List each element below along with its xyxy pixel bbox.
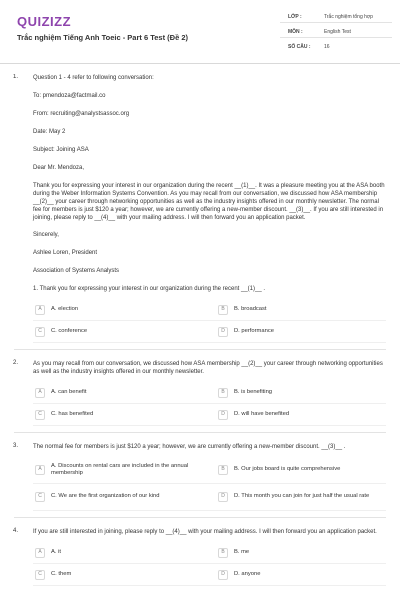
quiz-content bbox=[0, 74, 400, 600]
option-d[interactable] bbox=[216, 404, 386, 426]
option-text: B. Our jobs board is quite comprehensive bbox=[234, 466, 341, 473]
options-grid bbox=[33, 457, 386, 511]
meta-label: SỐ CÂU : bbox=[288, 44, 311, 50]
option-letter: C bbox=[35, 410, 45, 420]
option-a[interactable] bbox=[33, 542, 216, 564]
question-text: If you are still interested in joining, please reply to __(4)__ with your mailing address. I will then forward you an application packet. bbox=[33, 529, 377, 535]
question-3 bbox=[0, 443, 400, 511]
option-b[interactable] bbox=[216, 382, 386, 404]
meta-label: LỚP : bbox=[288, 14, 302, 20]
option-d[interactable] bbox=[216, 484, 386, 511]
options-grid bbox=[33, 382, 386, 426]
page-title: Trắc nghiệm Tiếng Anh Toeic - Part 6 Test (Đề 2) bbox=[17, 33, 189, 42]
option-text: A. Discounts on rental cars are included in the annual membership bbox=[51, 462, 189, 476]
option-b[interactable] bbox=[216, 457, 386, 484]
question-number: 4. bbox=[13, 528, 19, 534]
option-letter: A bbox=[35, 305, 45, 315]
email-date: Date: May 2 bbox=[33, 129, 66, 135]
meta-row-class bbox=[280, 8, 392, 23]
question-number: 2. bbox=[13, 360, 19, 366]
question-2 bbox=[0, 360, 400, 426]
option-text: A. it bbox=[51, 548, 61, 555]
option-letter: A bbox=[35, 465, 45, 475]
option-letter: D bbox=[218, 410, 228, 420]
option-letter: B bbox=[218, 548, 228, 558]
option-letter: D bbox=[218, 570, 228, 580]
option-text: A. can benefit bbox=[51, 388, 87, 395]
question-divider bbox=[14, 349, 386, 350]
option-text: D. This month you can join for just half the usual rate bbox=[234, 493, 370, 500]
question-number: 1. bbox=[13, 74, 19, 80]
option-d[interactable] bbox=[216, 321, 386, 343]
meta-row-count bbox=[280, 38, 392, 53]
email-signer: Ashlee Loren, President bbox=[33, 250, 98, 256]
option-d[interactable] bbox=[216, 564, 386, 586]
option-letter: B bbox=[218, 305, 228, 315]
option-text: C. We are the first organization of our kind bbox=[51, 493, 160, 500]
question-number: 3. bbox=[13, 443, 19, 449]
option-text: A. election bbox=[51, 305, 79, 312]
question-divider bbox=[14, 517, 386, 518]
option-a[interactable] bbox=[33, 299, 216, 321]
email-greeting: Dear Mr. Mendoza, bbox=[33, 165, 85, 171]
option-b[interactable] bbox=[216, 299, 386, 321]
option-letter: A bbox=[35, 548, 45, 558]
option-c[interactable] bbox=[33, 404, 216, 426]
option-letter: A bbox=[35, 388, 45, 398]
option-c[interactable] bbox=[33, 484, 216, 511]
email-body: Thank you for expressing your interest in our organization during the recent __(1)__. It was a pleasure meeting you at the ASA booth during the Weber Information Systems Convention. As you may recall from our conversation, we discussed how ASA membership __(2)__ your career through networking opportunities as well as the industry insights offered in our monthly newsletter. The normal fee for members is just $120 a year; however, we are currently offering a new-member discount. __(3)__. If you are still interested in joining, please reply to __(4)__ with your mailing address. I will then forward you an application packet. bbox=[33, 183, 385, 221]
meta-label: MÔN : bbox=[288, 29, 303, 35]
option-a[interactable] bbox=[33, 457, 216, 484]
option-letter: C bbox=[35, 570, 45, 580]
option-letter: B bbox=[218, 465, 228, 475]
options-grid bbox=[33, 299, 386, 343]
option-a[interactable] bbox=[33, 382, 216, 404]
question-text: The normal fee for members is just $120 a year; however, we are currently offering a new-member discount. __(3)__ . bbox=[33, 444, 346, 450]
email-closing: Sincerely, bbox=[33, 232, 59, 238]
meta-value: 16 bbox=[324, 44, 330, 50]
option-b[interactable] bbox=[216, 542, 386, 564]
option-text: B. me bbox=[234, 548, 250, 555]
option-c[interactable] bbox=[33, 564, 216, 586]
meta-value: English Test bbox=[324, 29, 351, 35]
email-from: From: recruiting@analystsassoc.org bbox=[33, 111, 130, 117]
question-text: 1. Thank you for expressing your interest in our organization during the recent __(1)__ . bbox=[33, 286, 266, 292]
option-text: D. will have benefited bbox=[234, 410, 290, 417]
option-text: D. anyone bbox=[234, 570, 261, 577]
email-subject: Subject: Joining ASA bbox=[33, 147, 89, 153]
email-to: To: pmendoza@factmail.co bbox=[33, 93, 106, 99]
question-text: As you may recall from our conversation, we discussed how ASA membership __(2)__ your career through networking opportunities as well as the industry insights offered in our monthly newsletter. bbox=[33, 361, 383, 375]
option-text: B. is benefiting bbox=[234, 388, 273, 395]
option-text: C. them bbox=[51, 570, 72, 577]
option-text: B. broadcast bbox=[234, 305, 267, 312]
option-text: C. has benefited bbox=[51, 410, 94, 417]
header bbox=[0, 0, 400, 64]
option-letter: C bbox=[35, 327, 45, 337]
option-text: D. performance bbox=[234, 327, 274, 334]
question-4 bbox=[0, 528, 400, 586]
option-text: C. conference bbox=[51, 327, 88, 334]
question-1 bbox=[0, 74, 400, 343]
option-letter: C bbox=[35, 492, 45, 502]
meta-row-subject bbox=[280, 23, 392, 38]
option-c[interactable] bbox=[33, 321, 216, 343]
option-letter: B bbox=[218, 388, 228, 398]
option-letter: D bbox=[218, 327, 228, 337]
meta-table bbox=[280, 8, 392, 53]
quizizz-logo: QUIZIZZ bbox=[17, 14, 72, 29]
option-letter: D bbox=[218, 492, 228, 502]
options-grid bbox=[33, 542, 386, 586]
meta-value: Trắc nghiệm tổng hợp bbox=[324, 14, 373, 20]
email-org: Association of Systems Analysts bbox=[33, 268, 120, 274]
passage-intro: Question 1 - 4 refer to following conversation: bbox=[33, 75, 154, 81]
question-divider bbox=[14, 432, 386, 433]
